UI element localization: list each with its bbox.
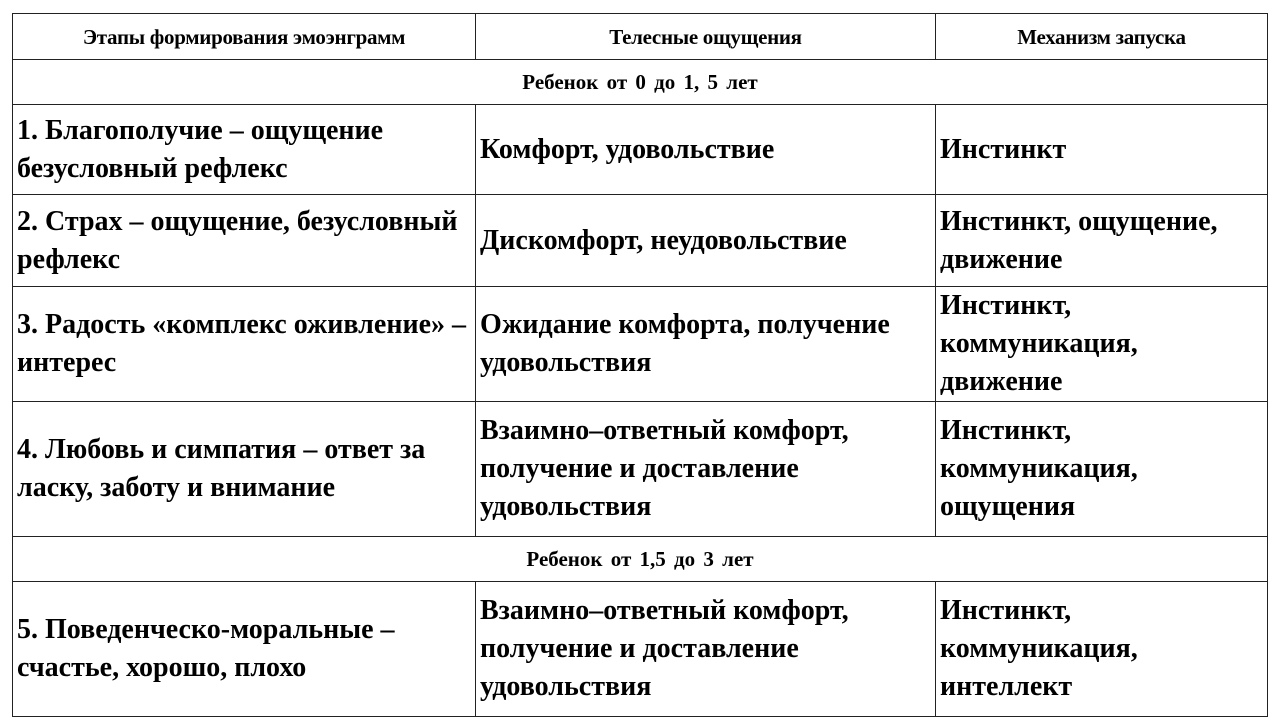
sensations-text: Ожидание комфорта, получение удовольствия: [480, 309, 890, 378]
stage-text: 3. Радость «комплекс оживление» – интерес: [17, 309, 467, 378]
stage-cell: [13, 287, 476, 402]
header-row: [13, 14, 1268, 60]
table-row: [13, 582, 1268, 717]
stage-cell: [13, 105, 476, 195]
stage-text: 5. Поведенческо-моральные – счастье, хорошо, плохо: [17, 614, 395, 683]
sensations-cell: [476, 402, 936, 537]
mechanism-text: Инстинкт, коммуникация, ощущения: [940, 415, 1138, 522]
sensations-text: Взаимно–ответный комфорт, получение и доставление удовольствия: [480, 415, 849, 522]
mechanism-text: Инстинкт, коммуникация, интеллект: [940, 595, 1138, 702]
table-row: [13, 105, 1268, 195]
mechanism-text: Инстинкт, ощущение, движение: [940, 205, 1218, 275]
mechanism-text: Инстинкт, коммуникация, движение: [940, 290, 1138, 397]
table-row: [13, 287, 1268, 402]
sensations-cell: [476, 287, 936, 402]
header-mechanism: Механизм запуска: [936, 14, 1268, 60]
table-row: [13, 402, 1268, 537]
mechanism-cell: [936, 105, 1268, 195]
mechanism-cell: [936, 287, 1268, 402]
stage-text: 2. Страх – ощущение, безусловный рефлекс: [17, 205, 458, 275]
stage-cell: [13, 195, 476, 287]
sensations-cell: [476, 195, 936, 287]
table-row: [13, 195, 1268, 287]
stage-cell: [13, 582, 476, 717]
section-title-age-0-1-5: Ребенок от 0 до 1, 5 лет: [13, 60, 1268, 105]
sensations-cell: [476, 582, 936, 717]
emoengram-table: [12, 13, 1268, 717]
section-title-age-1-5-3: Ребенок от 1,5 до 3 лет: [13, 537, 1268, 582]
section-row: [13, 60, 1268, 105]
sensations-text: Комфорт, удовольствие: [480, 133, 775, 165]
sensations-cell: [476, 105, 936, 195]
stage-text: 4. Любовь и симпатия – ответ за ласку, заботу и внимание: [17, 434, 426, 503]
stage-text: 1. Благополучие – ощущение безусловный рефлекс: [17, 114, 384, 184]
header-sensations: Телесные ощущения: [476, 14, 936, 60]
mechanism-cell: [936, 402, 1268, 537]
sensations-text: Дискомфорт, неудовольствие: [480, 224, 847, 256]
mechanism-text: Инстинкт: [940, 133, 1067, 165]
header-stages: Этапы формирования эмоэнграмм: [13, 14, 476, 60]
sensations-text: Взаимно–ответный комфорт, получение и доставление удовольствия: [480, 595, 849, 702]
stage-cell: [13, 402, 476, 537]
mechanism-cell: [936, 195, 1268, 287]
section-row: [13, 537, 1268, 582]
mechanism-cell: [936, 582, 1268, 717]
